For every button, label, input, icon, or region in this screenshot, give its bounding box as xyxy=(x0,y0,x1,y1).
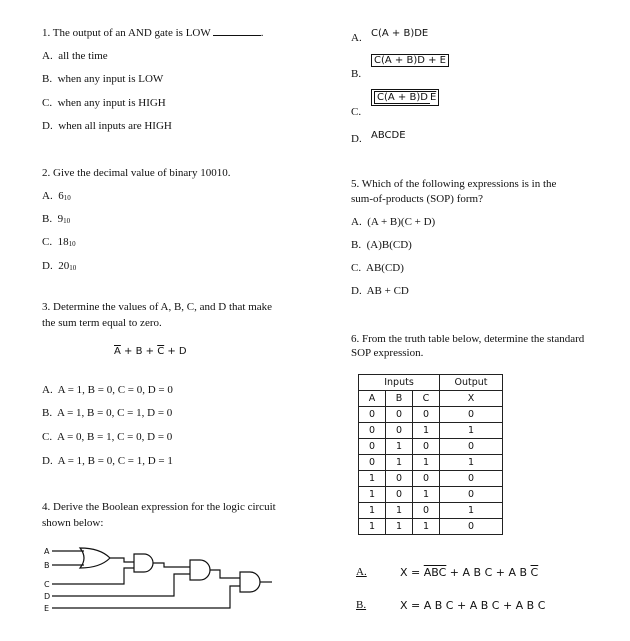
cell: 1 xyxy=(386,503,413,519)
cell: 0 xyxy=(440,519,503,535)
q1-option-c[interactable]: C. when any input is HIGH xyxy=(42,97,166,109)
q4-option-c[interactable]: C. xyxy=(351,106,362,118)
q6-option-a-expr: $X = \overline{ABC} + A$ B C + A B $\overline{C}$ xyxy=(400,566,539,579)
q4-option-d[interactable]: D. xyxy=(351,133,362,145)
q4-option-b[interactable]: B. xyxy=(351,68,362,80)
circuit-input-c: C xyxy=(44,580,50,589)
cell: 0 xyxy=(440,407,503,423)
cell: 0 xyxy=(359,439,386,455)
and-gate-1 xyxy=(134,554,153,572)
table-row xyxy=(359,439,503,455)
q6-option-b-expr: X = A B C + A B C + A B C xyxy=(400,599,546,612)
cell: 0 xyxy=(413,439,440,455)
answer-blank xyxy=(213,26,261,36)
q2-option-b[interactable]: B. $9_{10}$ xyxy=(42,213,71,225)
circuit-input-d: D xyxy=(44,592,51,601)
q3-line1: 3. Determine the values of A, B, C, and D that make xyxy=(42,301,273,313)
q2-option-a[interactable]: A. $6_{10}$ xyxy=(42,190,71,202)
table-row xyxy=(359,407,503,423)
q5-line2: sum-of-products (SOP) form? xyxy=(351,193,483,205)
table-row xyxy=(359,423,503,439)
circuit-input-b: B xyxy=(44,561,50,570)
col-header-c: C xyxy=(413,391,440,407)
q1-option-d[interactable]: D. when all inputs are HIGH xyxy=(42,120,172,132)
q4-option-a-expr: C(A + B)DE xyxy=(371,28,429,39)
circuit-input-e: E xyxy=(44,604,50,613)
cell: 1 xyxy=(359,471,386,487)
col-header-b: B xyxy=(386,391,413,407)
table-row xyxy=(359,471,503,487)
cell: 1 xyxy=(440,423,503,439)
cell: 0 xyxy=(440,471,503,487)
cell: 0 xyxy=(359,407,386,423)
q3-line2: the sum term equal to zero. xyxy=(42,317,162,329)
cell: 1 xyxy=(413,423,440,439)
col-header-x: X xyxy=(440,391,503,407)
or-gate xyxy=(80,548,110,568)
cell: 1 xyxy=(413,455,440,471)
q5-option-d[interactable]: D. AB + CD xyxy=(351,285,409,297)
q6-line2: SOP expression. xyxy=(351,347,424,359)
table-row xyxy=(359,487,503,503)
cell: 0 xyxy=(359,423,386,439)
cell: 0 xyxy=(440,487,503,503)
q2-text: 2. Give the decimal value of binary 10010. xyxy=(42,167,231,179)
cell: 0 xyxy=(386,487,413,503)
q5-option-b[interactable]: B. (A)B(CD) xyxy=(351,239,412,251)
table-row xyxy=(359,455,503,471)
table-row xyxy=(359,503,503,519)
q4-option-a[interactable]: A. xyxy=(351,32,362,44)
and-gate-3 xyxy=(240,572,260,592)
cell: 1 xyxy=(386,439,413,455)
cell: 0 xyxy=(386,407,413,423)
cell: 1 xyxy=(440,455,503,471)
q4-option-c-expr: C(A + B)D $\overline{E}$ xyxy=(371,92,439,103)
q3-option-c[interactable]: C. A = 0, B = 1, C = 0, D = 0 xyxy=(42,431,173,443)
table-row xyxy=(359,519,503,535)
cell: 0 xyxy=(440,439,503,455)
q5-option-a[interactable]: A. (A + B)(C + D) xyxy=(351,216,436,228)
q2-option-c[interactable]: C. $18_{10}$ xyxy=(42,236,76,248)
q4-option-b-expr: $C(A + B)D + \overline{E}$ xyxy=(371,55,449,66)
q6-option-a[interactable]: A. xyxy=(356,566,367,578)
cell: 0 xyxy=(413,471,440,487)
cell: 1 xyxy=(440,503,503,519)
q4-option-d-expr: ABCDE xyxy=(371,130,406,141)
q1-option-b[interactable]: B. when any input is LOW xyxy=(42,73,164,85)
q3-option-a[interactable]: A. A = 1, B = 0, C = 0, D = 0 xyxy=(42,384,173,396)
circuit-input-a: A xyxy=(44,547,50,556)
q3-expression: $\overline{A} + B + \overline{C} + D$ xyxy=(114,346,187,357)
q5-line1: 5. Which of the following expressions is in the xyxy=(351,178,557,190)
q6-option-b[interactable]: B. xyxy=(356,599,367,611)
q4-line1: 4. Derive the Boolean expression for the logic circuit xyxy=(42,501,276,513)
cell: 0 xyxy=(413,503,440,519)
inputs-header: Inputs xyxy=(359,375,440,391)
cell: 0 xyxy=(386,423,413,439)
cell: 0 xyxy=(413,407,440,423)
cell: 1 xyxy=(413,487,440,503)
cell: 1 xyxy=(359,519,386,535)
q3-option-b[interactable]: B. A = 1, B = 0, C = 1, D = 0 xyxy=(42,407,173,419)
cell: 1 xyxy=(386,455,413,471)
q6-line1: 6. From the truth table below, determine the standard xyxy=(351,333,585,345)
logic-circuit-diagram xyxy=(40,540,280,615)
cell: 1 xyxy=(359,503,386,519)
q1-text: 1. The output of an AND gate is LOW . xyxy=(42,27,264,39)
cell: 0 xyxy=(386,471,413,487)
cell: 1 xyxy=(359,487,386,503)
truth-table xyxy=(358,374,503,535)
q1-option-a[interactable]: A. all the time xyxy=(42,50,108,62)
q4-line2: shown below: xyxy=(42,517,104,529)
cell: 1 xyxy=(413,519,440,535)
q2-option-d[interactable]: D. $20_{10}$ xyxy=(42,260,77,272)
and-gate-2 xyxy=(190,560,210,580)
cell: 0 xyxy=(359,455,386,471)
col-header-a: A xyxy=(359,391,386,407)
q5-option-c[interactable]: C. AB(CD) xyxy=(351,262,404,274)
q3-option-d[interactable]: D. A = 1, B = 0, C = 1, D = 1 xyxy=(42,455,173,467)
output-header: Output xyxy=(440,375,503,391)
cell: 1 xyxy=(386,519,413,535)
